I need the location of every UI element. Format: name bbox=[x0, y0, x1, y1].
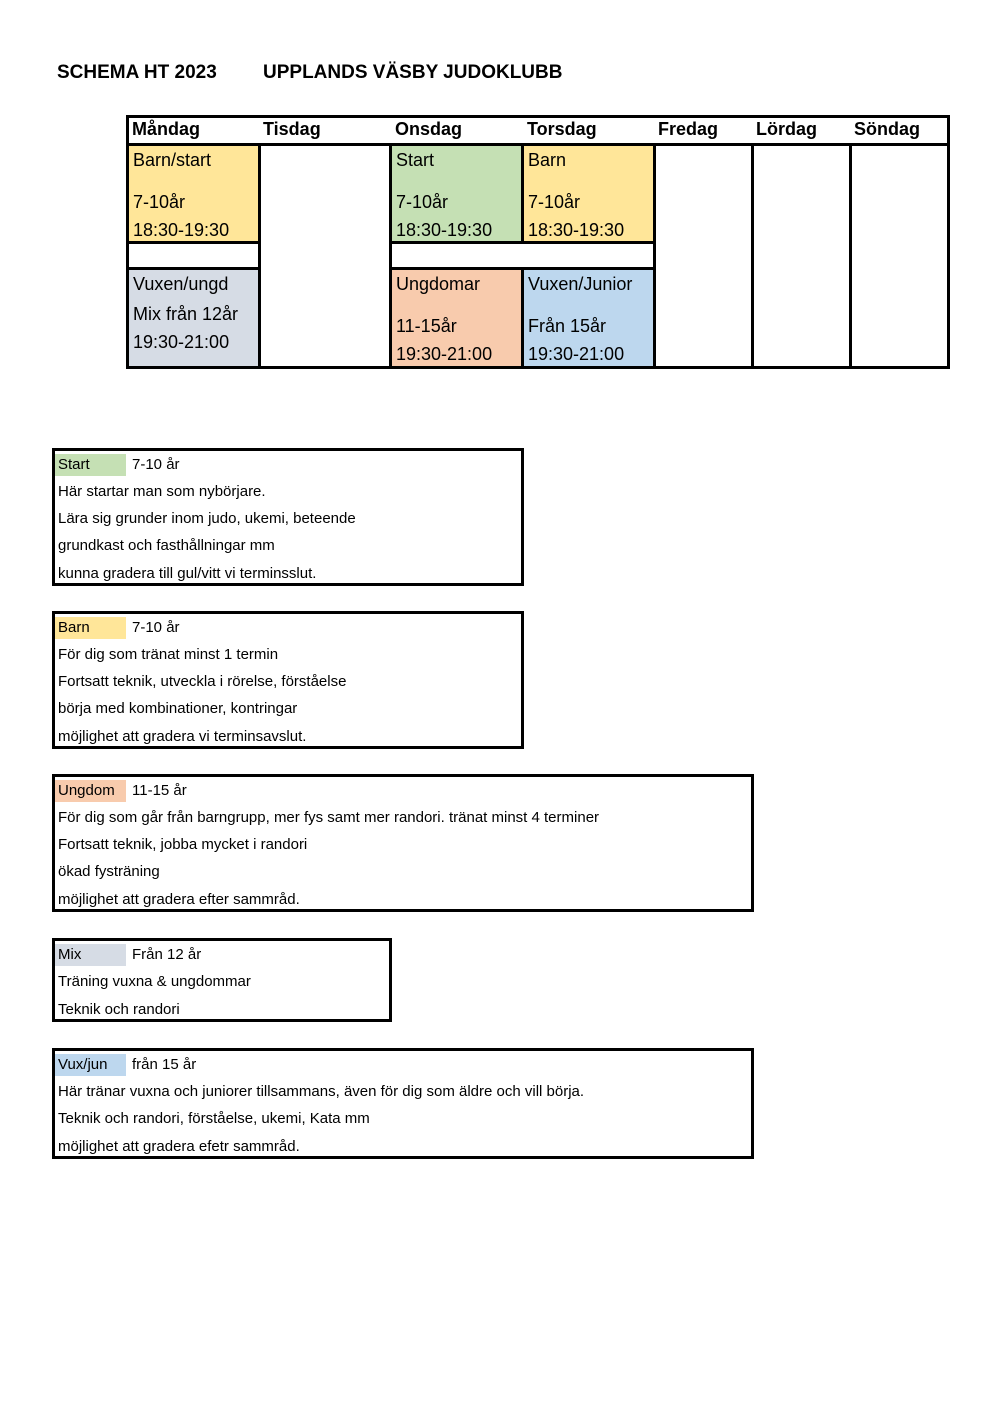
class-name: Ungdomar bbox=[396, 274, 481, 294]
group-vuxjun-box bbox=[52, 1048, 754, 1159]
day-saturday: Lördag bbox=[756, 119, 817, 139]
group-description-line: möjlighet att gradera efetr sammråd. bbox=[58, 1138, 300, 1155]
group-age: Från 12 år bbox=[132, 946, 202, 963]
class-name: Vuxen/Junior bbox=[528, 274, 633, 294]
group-description-line: Teknik och randori, förståelse, ukemi, Kata mm bbox=[58, 1110, 370, 1127]
day-tuesday: Tisdag bbox=[263, 119, 321, 139]
class-time: 18:30-19:30 bbox=[133, 220, 230, 240]
group-age: 11-15 år bbox=[132, 782, 187, 799]
class-time: 19:30-21:00 bbox=[133, 332, 230, 352]
group-description-line: börja med kombinationer, kontringar bbox=[58, 700, 298, 717]
day-thursday: Torsdag bbox=[527, 119, 597, 139]
group-ungdom-box bbox=[52, 774, 754, 912]
class-time: 18:30-19:30 bbox=[528, 220, 625, 240]
class-time: 19:30-21:00 bbox=[396, 344, 493, 364]
group-tag: Ungdom bbox=[55, 780, 126, 802]
class-time: 19:30-21:00 bbox=[528, 344, 625, 364]
group-tag: Mix bbox=[55, 944, 126, 966]
group-description-line: kunna gradera till gul/vitt vi terminsslut. bbox=[58, 565, 317, 582]
group-mix-box bbox=[52, 938, 392, 1022]
table-border bbox=[126, 115, 950, 369]
group-tag: Barn bbox=[55, 617, 126, 639]
group-description-line: För dig som tränat minst 1 termin bbox=[58, 646, 279, 663]
group-age: 7-10 år bbox=[132, 456, 180, 473]
group-description-line: grundkast och fasthållningar mm bbox=[58, 537, 275, 554]
group-tag: Vux/jun bbox=[55, 1054, 126, 1076]
group-description-line: ökad fysträning bbox=[58, 863, 160, 880]
class-name: Start bbox=[396, 150, 435, 170]
group-age: 7-10 år bbox=[132, 619, 180, 636]
class-age: 7-10år bbox=[396, 192, 449, 212]
class-age: 7-10år bbox=[528, 192, 581, 212]
day-wednesday: Onsdag bbox=[395, 119, 463, 139]
group-description-line: Träning vuxna & ungdommar bbox=[58, 973, 251, 990]
group-start-box bbox=[52, 448, 524, 586]
group-tag: Start bbox=[55, 454, 126, 476]
group-description-line: Här startar man som nybörjare. bbox=[58, 483, 266, 500]
class-time: 18:30-19:30 bbox=[396, 220, 493, 240]
schedule-table bbox=[126, 115, 950, 369]
club-name: UPPLANDS VÄSBY JUDOKLUBB bbox=[263, 62, 563, 83]
group-description-line: möjlighet att gradera vi terminsavslut. bbox=[58, 728, 307, 745]
class-age: 7-10år bbox=[133, 192, 186, 212]
day-friday: Fredag bbox=[658, 119, 719, 139]
group-barn-box bbox=[52, 611, 524, 749]
group-description-line: Teknik och randori bbox=[58, 1001, 180, 1018]
group-description-line: Här tränar vuxna och juniorer tillsammans, även för dig som äldre och vill börja. bbox=[58, 1083, 585, 1100]
group-age: från 15 år bbox=[132, 1056, 197, 1073]
day-monday: Måndag bbox=[132, 119, 201, 139]
class-name: Barn bbox=[528, 150, 567, 170]
class-age: Från 15år bbox=[528, 316, 607, 336]
class-age: Mix från 12år bbox=[133, 304, 239, 324]
group-description-line: Fortsatt teknik, jobba mycket i randori bbox=[58, 836, 308, 853]
group-description-line: möjlighet att gradera efter sammråd. bbox=[58, 891, 300, 908]
group-description-line: Fortsatt teknik, utveckla i rörelse, förståelse bbox=[58, 673, 347, 690]
group-description-line: Lära sig grunder inom judo, ukemi, beteende bbox=[58, 510, 356, 527]
class-name: Vuxen/ungd bbox=[133, 274, 229, 294]
schedule-title: SCHEMA HT 2023 bbox=[57, 62, 217, 83]
class-age: 11-15år bbox=[396, 316, 457, 336]
group-description-line: För dig som går från barngrupp, mer fys samt mer randori. tränat minst 4 terminer bbox=[58, 809, 600, 826]
day-sunday: Söndag bbox=[854, 119, 920, 139]
class-name: Barn/start bbox=[133, 150, 212, 170]
